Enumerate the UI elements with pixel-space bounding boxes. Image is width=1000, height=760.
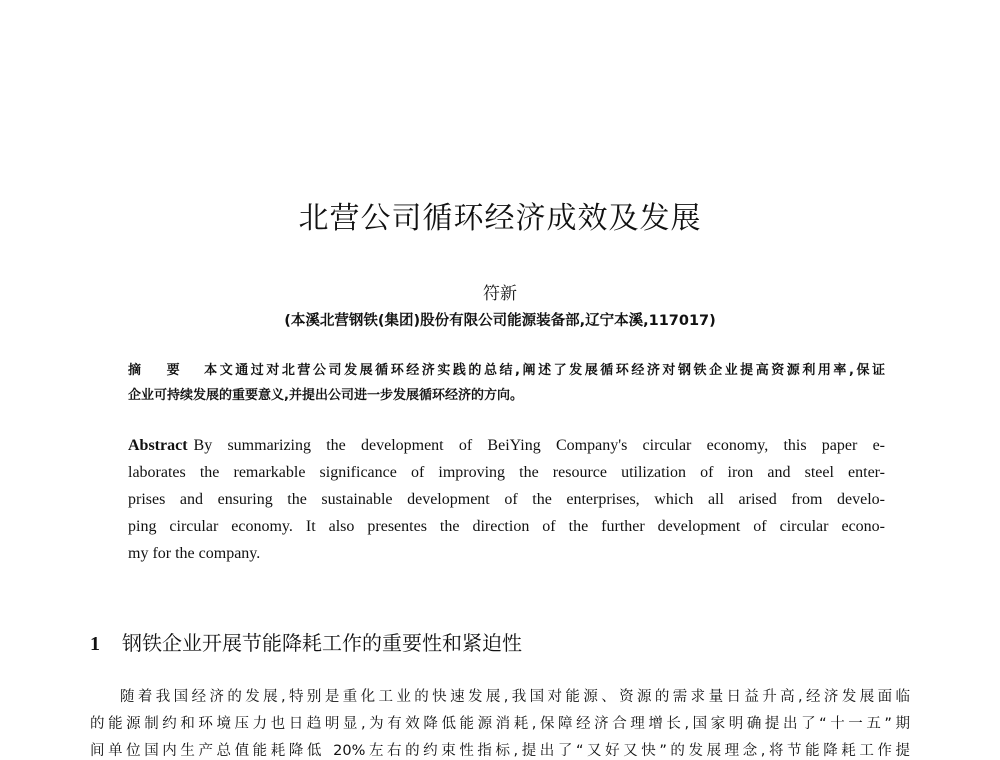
abstract-en-line: my for the company. <box>128 545 261 562</box>
section-title: 钢铁企业开展节能降耗工作的重要性和紧迫性 <box>122 631 522 655</box>
abstract-en-line: ping circular economy. It also presentes the direction of the further development of circular econo- <box>128 518 885 535</box>
author-name: 符新 <box>483 284 517 304</box>
author-affiliation: (本溪北营钢铁(集团)股份有限公司能源装备部,辽宁本溪,117017) <box>284 313 716 329</box>
body-line: 间单位国内生产总值能耗降低 20%左右的约束性指标,提出了“又好又快”的发展理念,将节能降耗工作提 <box>90 743 910 759</box>
abstract-cn-text: 本文通过对北营公司发展循环经济实践的总结,阐述了发展循环经济对钢铁企业提高资源利用率,保证 <box>204 363 885 378</box>
abstract-cn-line: 企业可持续发展的重要意义,并提出公司进一步发展循环经济的方向。 <box>128 388 523 403</box>
abstract-cn-label: 摘 要 <box>128 363 191 378</box>
body-line: 的能源制约和环境压力也日趋明显,为有效降低能源消耗,保障经济合理增长,国家明确提出了“十一五”期 <box>90 716 910 732</box>
paper-title: 北营公司循环经济成效及发展 <box>298 201 702 236</box>
section-number: 1 <box>90 633 100 655</box>
abstract-en-line <box>128 437 885 455</box>
section-heading <box>90 627 522 656</box>
body-line: 随着我国经济的发展,特别是重化工业的快速发展,我国对能源、资源的需求量日益升高,经济发展面临 <box>120 689 910 705</box>
abstract-en-line: laborates the remarkable significance of improving the resource utilization of iron and steel enter- <box>128 464 885 481</box>
abstract-cn-line <box>128 359 885 378</box>
abstract-en-label: Abstract <box>128 437 188 454</box>
abstract-en-line: prises and ensuring the sustainable development of the enterprises, which all arised from develo- <box>128 491 885 508</box>
abstract-en-text: By summarizing the development of BeiYing Company's circular economy, this paper e- <box>193 437 885 454</box>
